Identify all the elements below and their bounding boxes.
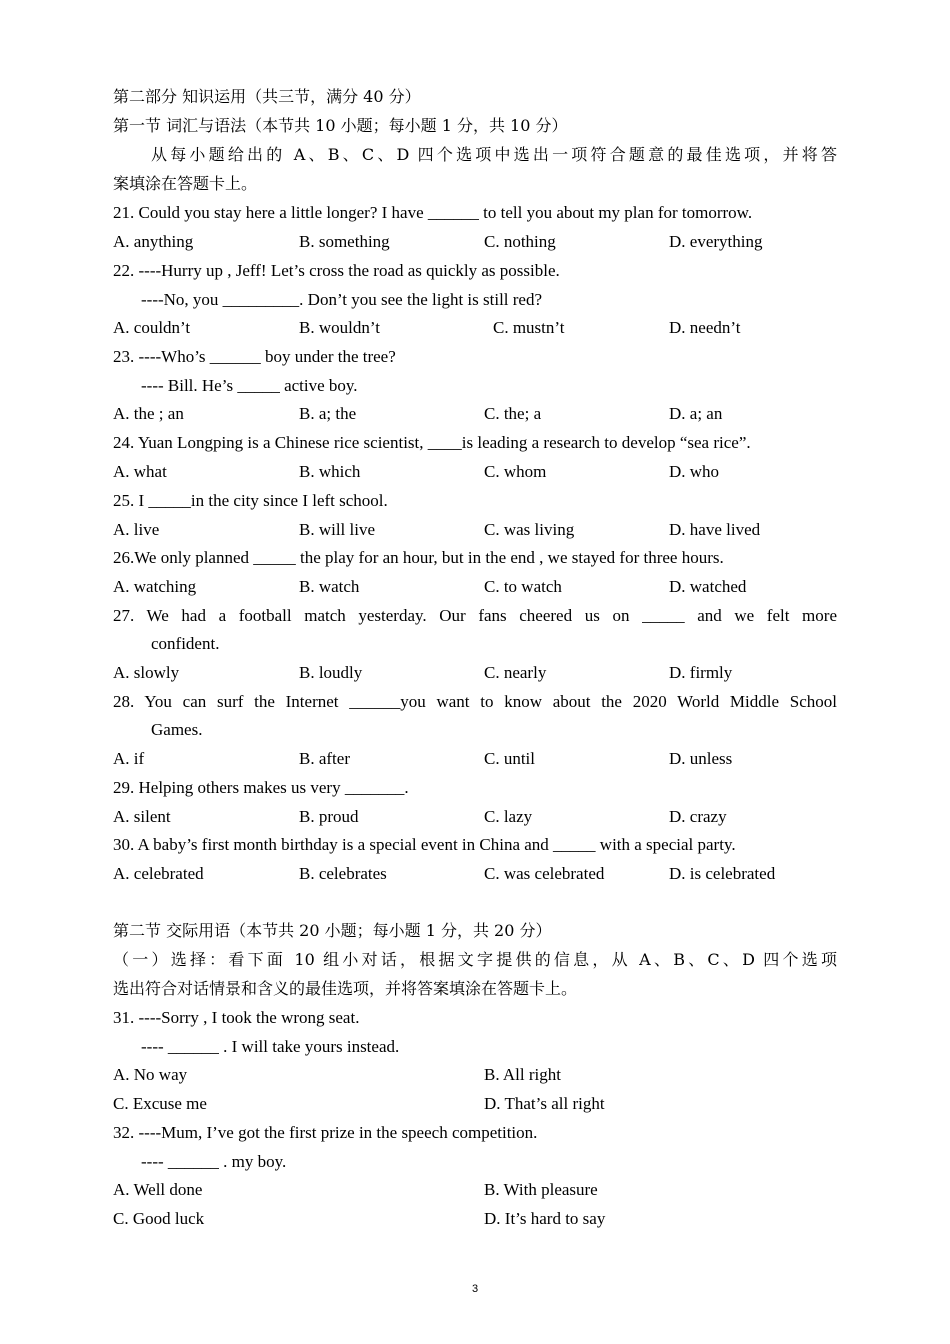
question-stem-continued: Games. xyxy=(151,720,203,739)
option-c: C. nearly xyxy=(484,663,547,682)
option-a: A. celebrated xyxy=(113,864,204,883)
question-stem: 21. Could you stay here a little longer? I have ______ to tell you about my plan for tomorrow. xyxy=(113,203,753,222)
question-stem: 30. A baby’s first month birthday is a special event in China and _____ with a special party. xyxy=(113,835,736,854)
option-d: D. needn’t xyxy=(669,318,741,337)
option-d: D. That’s all right xyxy=(484,1094,605,1113)
question-options xyxy=(113,313,837,342)
question-options xyxy=(113,457,837,486)
option-a: A. slowly xyxy=(113,663,180,682)
question-stem: 25. I _____in the city since I left school. xyxy=(113,491,388,510)
option-d: D. is celebrated xyxy=(669,864,776,883)
question-options xyxy=(113,859,837,888)
option-a: A. the ; an xyxy=(113,404,184,423)
question-options xyxy=(113,802,837,831)
option-d: D. a; an xyxy=(669,404,723,423)
question-stem: 27. We had a football match yesterday. Our fans cheered us on _____ and we felt more xyxy=(113,606,837,625)
question-stem: 28. You can surf the Internet ______you want to know about the 2020 World Middle School xyxy=(113,692,837,711)
option-c: C. the; a xyxy=(484,404,542,423)
page-number: 3 xyxy=(471,1283,479,1295)
question-options xyxy=(113,744,837,773)
question-stem: 23. ----Who’s ______ boy under the tree? xyxy=(113,347,396,366)
option-b: B. proud xyxy=(299,807,359,826)
option-c: C. whom xyxy=(484,462,547,481)
option-d: D. unless xyxy=(669,749,733,768)
option-b: B. celebrates xyxy=(299,864,387,883)
option-a: A. live xyxy=(113,520,160,539)
option-d: D. everything xyxy=(669,232,763,251)
option-d: D. firmly xyxy=(669,663,733,682)
question-options-row1 xyxy=(113,1175,837,1204)
option-b: B. watch xyxy=(299,577,360,596)
option-b: B. after xyxy=(299,749,350,768)
question-options xyxy=(113,399,837,428)
question-stem: 26.We only planned _____ the play for an hour, but in the end , we stayed for three hours. xyxy=(113,548,724,567)
option-c: C. lazy xyxy=(484,807,533,826)
option-d: D. crazy xyxy=(669,807,727,826)
question-stem: 31. ----Sorry , I took the wrong seat. xyxy=(113,1008,360,1027)
option-c: C. Excuse me xyxy=(113,1094,207,1113)
option-b: B. something xyxy=(299,232,390,251)
question-options xyxy=(113,227,837,256)
option-a: A. couldn’t xyxy=(113,318,191,337)
question-options xyxy=(113,658,837,687)
option-c: C. to watch xyxy=(484,577,562,596)
section2-instructions-line1: （一）选择：看下面 10 组小对话，根据文字提供的信息，从 A、B、C、D 四个选项 xyxy=(113,950,837,969)
section2-instructions-line2: 选出符合对话情景和含义的最佳选项，并将答案填涂在答题卡上。 xyxy=(113,979,578,998)
option-c: C. was living xyxy=(484,520,575,539)
question-stem: 29. Helping others makes us very _______. xyxy=(113,778,409,797)
option-c: C. was celebrated xyxy=(484,864,605,883)
option-a: A. what xyxy=(113,462,167,481)
question-stem-reply: ---- Bill. He’s _____ active boy. xyxy=(141,376,358,395)
option-d: D. watched xyxy=(669,577,747,596)
option-b: B. wouldn’t xyxy=(299,318,380,337)
option-a: A. Well done xyxy=(113,1180,203,1199)
option-d: D. who xyxy=(669,462,720,481)
option-a: A. silent xyxy=(113,807,171,826)
option-b: B. which xyxy=(299,462,361,481)
option-a: A. if xyxy=(113,749,145,768)
option-b: B. a; the xyxy=(299,404,357,423)
question-options xyxy=(113,572,837,601)
question-options-row2 xyxy=(113,1089,837,1118)
question-stem: 22. ----Hurry up , Jeff! Let’s cross the road as quickly as possible. xyxy=(113,261,560,280)
option-c: C. nothing xyxy=(484,232,556,251)
section1-title: 第一节 词汇与语法（本节共 10 小题；每小题 1 分，共 10 分） xyxy=(113,116,568,135)
option-d: D. It’s hard to say xyxy=(484,1209,606,1228)
option-c: C. mustn’t xyxy=(493,318,565,337)
option-b: B. With pleasure xyxy=(484,1180,598,1199)
section2-title: 第二节 交际用语（本节共 20 小题；每小题 1 分，共 20 分） xyxy=(113,921,552,940)
option-b: B. loudly xyxy=(299,663,363,682)
section1-instructions-line1: 从每小题给出的 A、B、C、D 四个选项中选出一项符合题意的最佳选项，并将答 xyxy=(151,145,837,164)
option-a: A. watching xyxy=(113,577,197,596)
section1-instructions-line2: 案填涂在答题卡上。 xyxy=(113,174,258,193)
question-options-row1 xyxy=(113,1060,837,1089)
option-c: C. Good luck xyxy=(113,1209,205,1228)
part-title: 第二部分 知识运用（共三节，满分 40 分） xyxy=(113,87,421,106)
question-stem-continued: confident. xyxy=(151,634,220,653)
question-options xyxy=(113,515,837,544)
question-stem: 32. ----Mum, I’ve got the first prize in the speech competition. xyxy=(113,1123,538,1142)
question-stem: 24. Yuan Longping is a Chinese rice scientist, ____is leading a research to develop “sea rice”. xyxy=(113,433,751,452)
option-a: A. anything xyxy=(113,232,194,251)
option-b: B. will live xyxy=(299,520,376,539)
option-b: B. All right xyxy=(484,1065,561,1084)
question-stem-reply: ---- ______ . my boy. xyxy=(141,1152,287,1171)
question-stem-reply: ---- ______ . I will take yours instead. xyxy=(141,1037,400,1056)
option-d: D. have lived xyxy=(669,520,761,539)
option-c: C. until xyxy=(484,749,536,768)
question-options-row2 xyxy=(113,1204,837,1233)
option-a: A. No way xyxy=(113,1065,188,1084)
question-stem-reply: ----No, you _________. Don’t you see the light is still red? xyxy=(141,290,543,309)
